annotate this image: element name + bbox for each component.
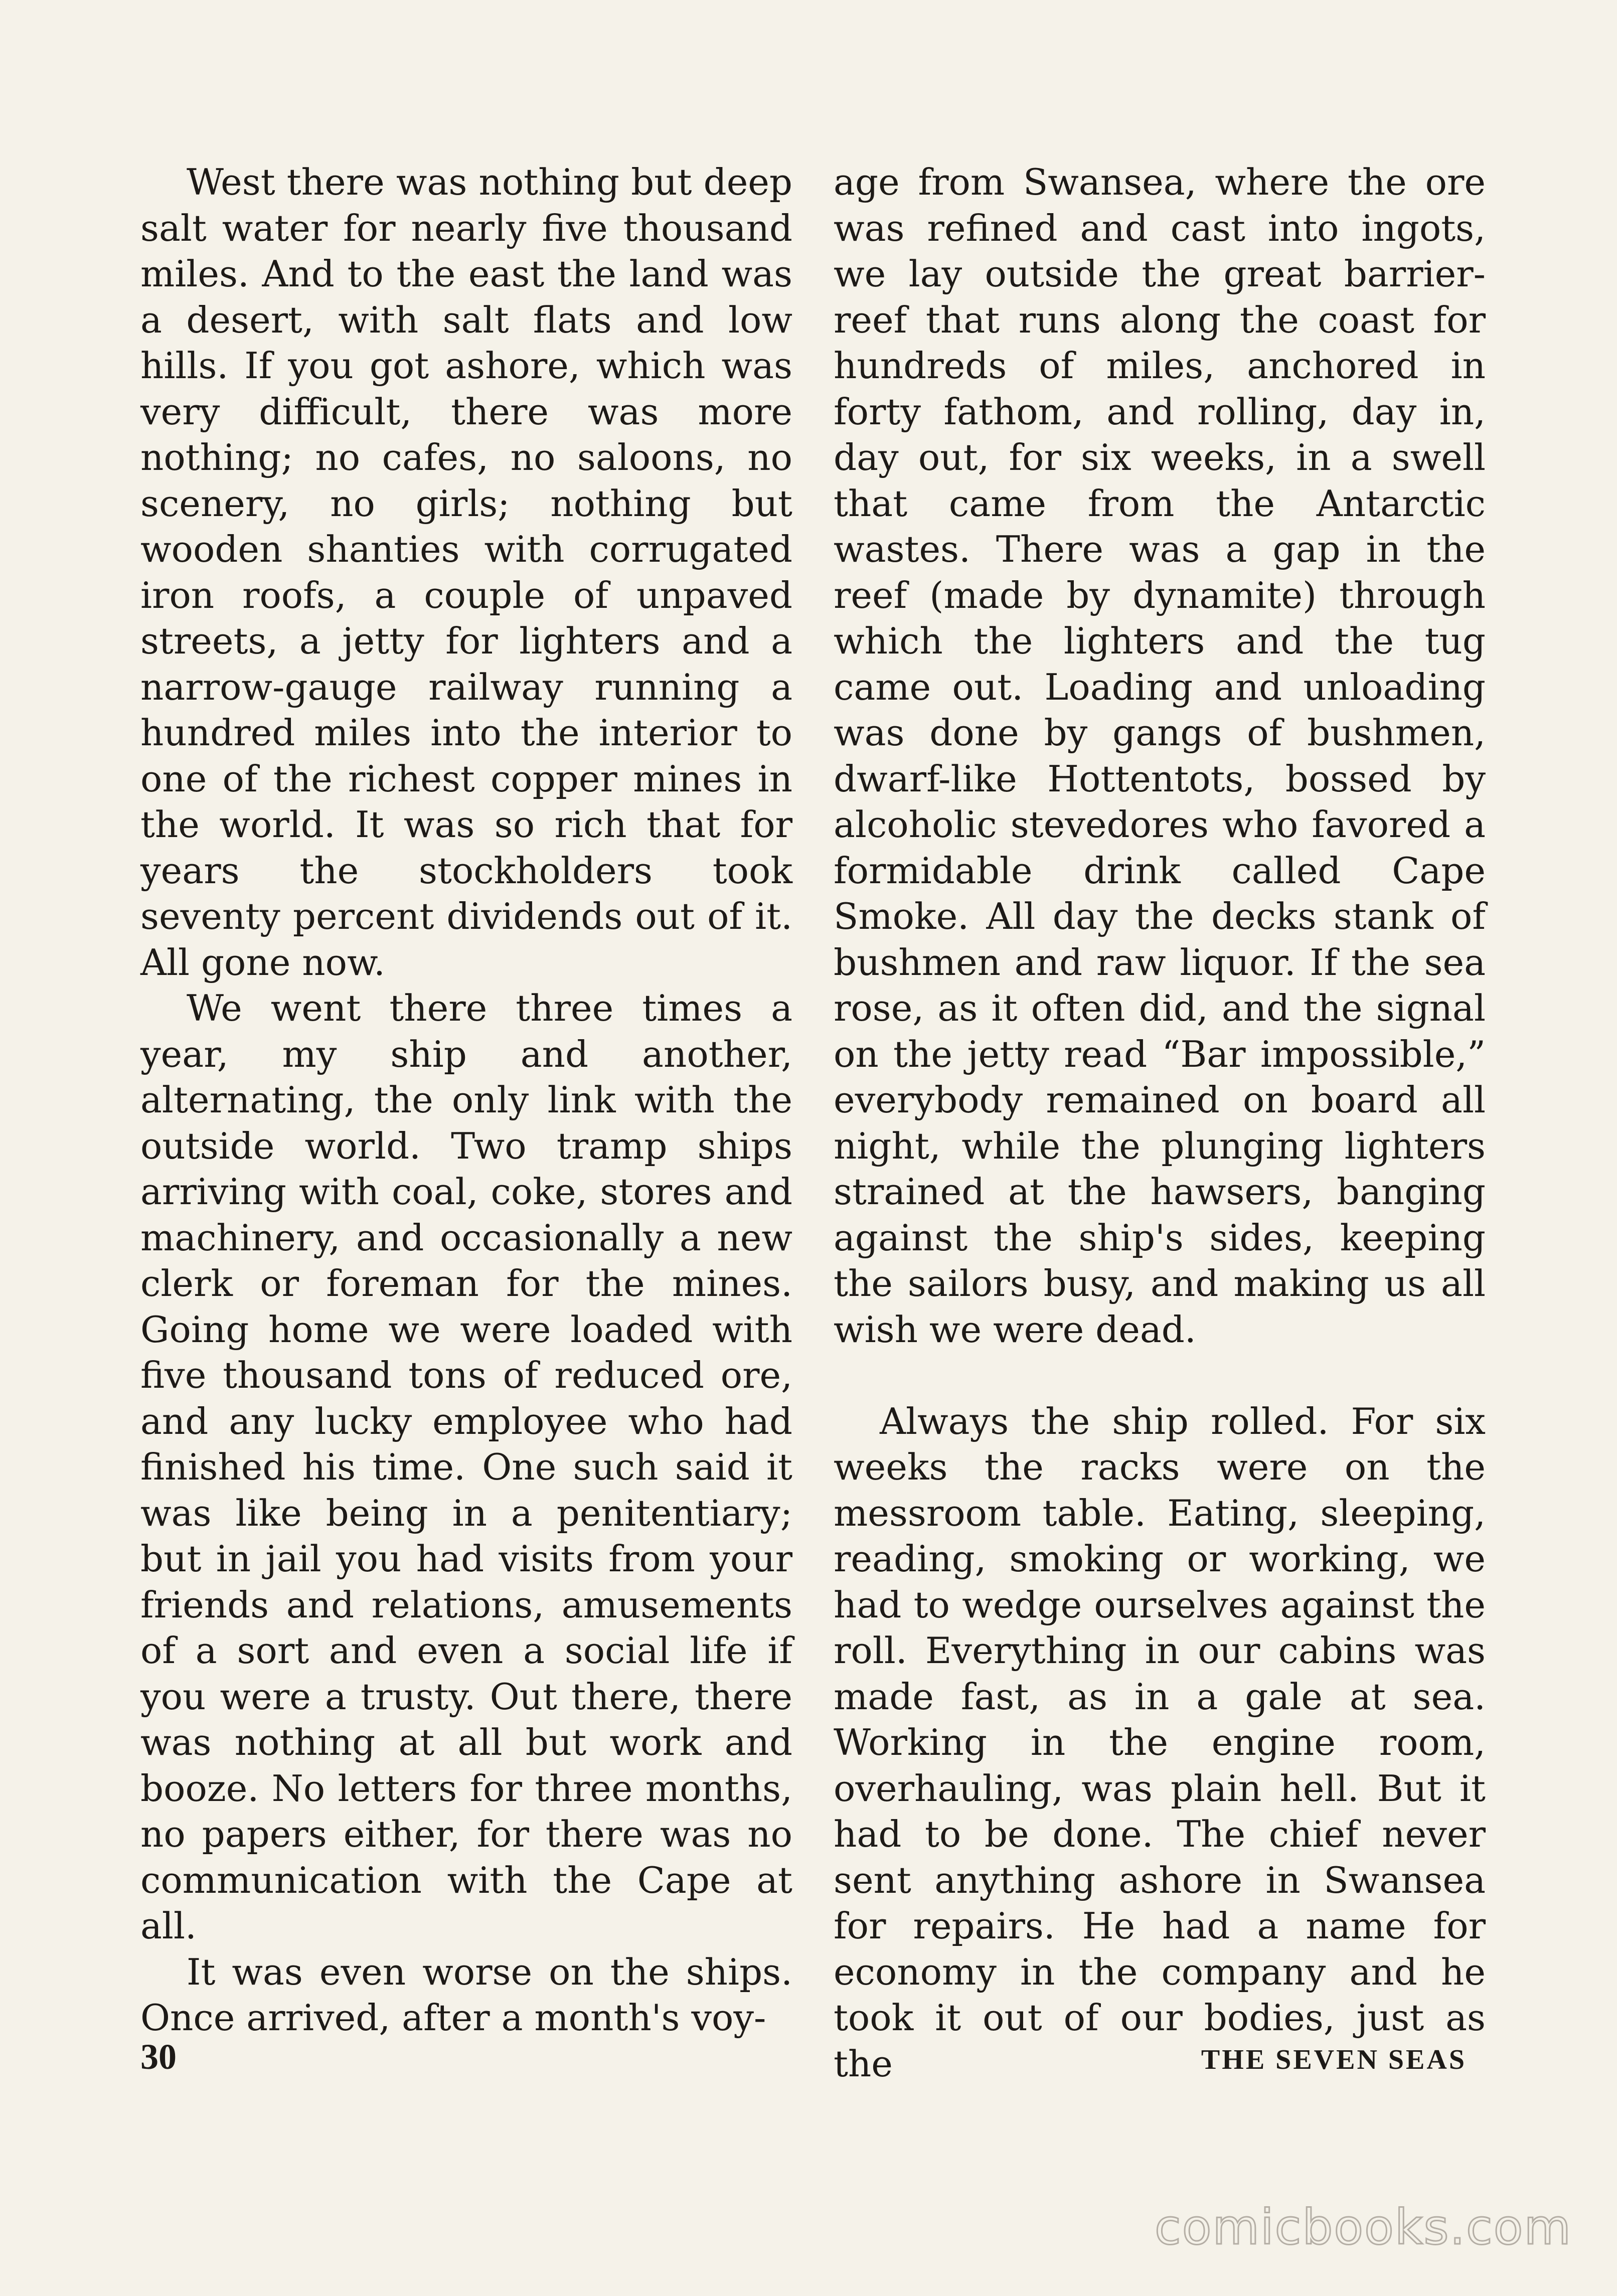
publication-title: THE SEVEN SEAS <box>1201 2044 1467 2075</box>
page-number: 30 <box>140 2037 177 2077</box>
paragraph: It was even worse on the ships. Once arrived, after a month's voy- <box>140 1950 792 2039</box>
paragraph: We went there three times a year, my ship and another, alternating, the only link with the outside world. Two tramp ships arriving with coal, coke, stores and machinery, and occasionally a new clerk or foreman for the mines. Going home we were loaded with five thousand tons of reduced ore, and any lucky employee who had finished his time. One such said it was like being in a penitentiary; but in jail you had visits from your friends and relations, amusements of a sort and even a social life if you were a trusty. Out there, there was nothing at all but work and booze. No letters for three months, no papers either, for there was no communication with the Cape at all. <box>140 987 792 1947</box>
paragraph: West there was nothing but deep salt water for nearly five thousand miles. And to the east the land was a desert, with salt flats and low hills. If you got ashore, which was very difficult, there was more nothing; no cafes, no saloons, no scenery, no girls; nothing but wooden shanties with corrugated iron roofs, a couple of unpaved streets, a jetty for lighters and a narrow-gauge railway running a hundred miles into the interior to one of the richest copper mines in the world. It was so rich that for years the stockholders took seventy percent dividends out of it. All gone now. <box>140 161 792 983</box>
watermark-logo: comicbooks.com <box>1154 2199 1572 2255</box>
left-column <box>140 159 792 2041</box>
paragraph: age from Swansea, where the ore was refined and cast into ingots, we lay outside the great barrier-reef that runs along the coast for hundreds of miles, anchored in forty fathom, and rolling, day in, day out, for six weeks, in a swell that came from the Antarctic wastes. There was a gap in the reef (made by dynamite) through which the lighters and the tug came out. Loading and unloading was done by gangs of bushmen, dwarf-like Hottentots, bossed by alcoholic stevedores who favored a formidable drink called Cape Smoke. All day the decks stank of bushmen and raw liquor. If the sea rose, as it often did, and the signal on the jetty read “Bar impossible,” everybody remained on board all night, while the plunging lighters strained at the hawsers, banging against the ship's sides, keeping the sailors busy, and making us all wish we were dead. <box>834 161 1486 1351</box>
paragraph: Always the ship rolled. For six weeks the racks were on the messroom table. Eating, sleeping, reading, smoking or working, we had to wedge ourselves against the roll. Everything in our cabins was made fast, as in a gale at sea. Working in the engine room, overhauling, was plain hell. But it had to be done. The chief never sent anything ashore in Swansea for repairs. He had a name for economy in the company and he took it out of our bodies, just as the <box>834 1400 1486 2085</box>
right-column <box>834 159 1486 2087</box>
section-break <box>834 1353 1486 1399</box>
